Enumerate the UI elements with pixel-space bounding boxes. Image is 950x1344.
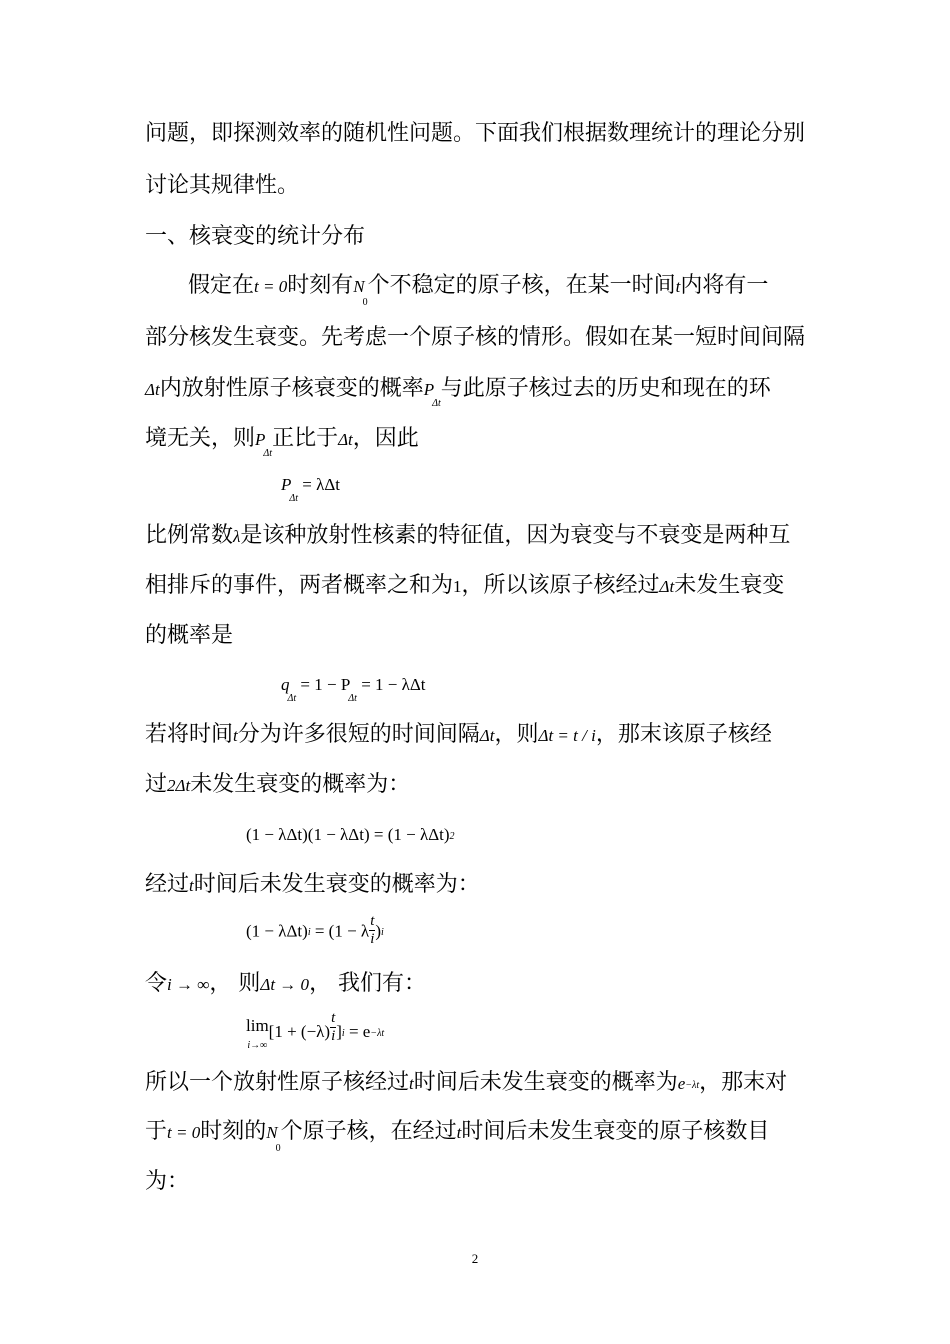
equation-limit: lim i→∞ [1 + (−λ) $\frac{t}{i}$ ]i = e−λt — [246, 1010, 385, 1051]
paragraph-line: 部分核发生衰变。先考虑一个原子核的情形。假如在某一短时间间隔 — [145, 325, 806, 350]
paragraph-line: 若将时间t分为许多很短的时间间隔Δt，则Δt = t / i，那末该原子核经 — [145, 722, 772, 747]
paragraph-line: 问题，即探测效率的随机性问题。下面我们根据数理统计的理论分别 — [145, 121, 806, 146]
paragraph-line: 境无关，则$P_{\Delta t}$正比于Δt，因此 — [145, 426, 419, 459]
fraction: $\frac{t}{i}$ — [370, 913, 375, 947]
paragraph-line: 过2Δt未发生衰变的概率为： — [145, 772, 411, 797]
limit-operator: lim i→∞ — [246, 1016, 269, 1051]
equation-power-i: (1 − λΔt)i = (1 − λ $\frac{t}{i}$ )i — [246, 913, 384, 947]
equation-no-decay: $q_{\Delta t} = 1 - P_{\Delta t} = 1 - \lambda\Delta t$ — [281, 675, 426, 704]
paragraph-line: 假定在t = 0时刻有$N_0$个不稳定的原子核，在某一时间t内将有一 — [188, 273, 769, 308]
equation-probability: $P_{\Delta t} = \lambda\Delta t$ — [281, 475, 341, 504]
paragraph-line: 为： — [145, 1169, 190, 1194]
fraction: $\frac{t}{i}$ — [331, 1010, 336, 1044]
page-number: 2 — [471, 1251, 479, 1266]
paragraph-line: 令i → ∞， 则Δt → 0， 我们有： — [145, 971, 427, 996]
paragraph-line: 于t = 0时刻的$N_0$个原子核，在经过t时间后未发生衰变的原子核数目 — [145, 1119, 770, 1154]
paragraph-line: 比例常数λ是该种放射性核素的特征值，因为衰变与不衰变是两种互 — [145, 523, 791, 548]
equation-two-intervals: (1 − λΔt)(1 − λΔt) = (1 − λΔt)2 — [246, 825, 455, 844]
section-heading: 一、核衰变的统计分布 — [145, 224, 366, 249]
paragraph-line: Δt内放射性原子核衰变的概率$P_{\Delta t}$与此原子核过去的历史和现在的环 — [145, 376, 771, 409]
paragraph-line: 相排斥的事件，两者概率之和为1，所以该原子核经过Δt未发生衰变 — [145, 573, 785, 598]
paragraph-line: 讨论其规律性。 — [145, 173, 300, 198]
paragraph-line: 所以一个放射性原子核经过t时间后未发生衰变的概率为e−λt，那末对 — [145, 1070, 788, 1095]
paragraph-line: 经过t时间后未发生衰变的概率为： — [145, 872, 480, 897]
paragraph-line: 的概率是 — [145, 623, 234, 648]
